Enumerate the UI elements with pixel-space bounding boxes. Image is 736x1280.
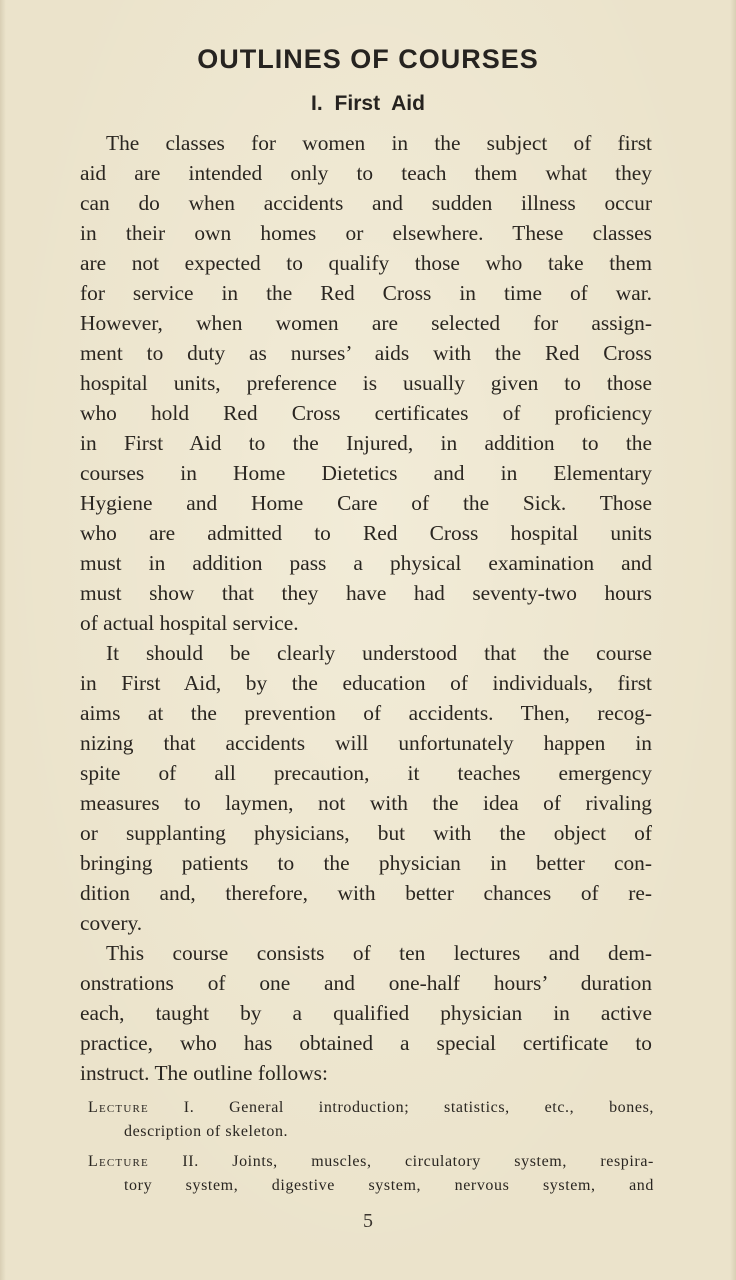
page-number: 5 [363,1210,373,1232]
text-line: who hold Red Cross certificates of proficiency [80,401,652,425]
lecture-entry [88,1096,654,1144]
text-line: can do when accidents and sudden illness occur [80,191,652,215]
text-line: must show that they have had seventy-two hours [80,581,652,605]
text-line: covery. [80,911,143,935]
text-line: hospital units, preference is usually given to those [80,371,652,395]
text-line: of actual hospital service. [80,611,299,635]
text-line: The classes for women in the subject of first [106,131,652,155]
text-line: ment to duty as nurses’ aids with the Red Cross [80,341,652,365]
lecture-label: Lecture [88,1099,149,1116]
text-line: practice, who has obtained a special certificate to [80,1031,652,1055]
text-line: measures to laymen, not with the idea of rivaling [80,791,652,815]
text-line: or supplanting physicians, but with the object of [80,821,652,845]
text-line: It should be clearly understood that the course [106,641,652,665]
page-edge-right [730,0,736,1280]
text-line: aid are intended only to teach them what they [80,161,652,185]
text-line: aims at the prevention of accidents. Then, recog- [80,701,652,725]
text-line: spite of all precaution, it teaches emergency [80,761,652,785]
text-line: in First Aid, by the education of individuals, first [80,671,652,695]
text-line: who are admitted to Red Cross hospital units [80,521,652,545]
text-line: instruct. The outline follows: [80,1061,328,1085]
text-line: onstrations of one and one-half hours’ duration [80,971,652,995]
page-heading: OUTLINES OF COURSES [197,44,539,74]
lecture-text: I. General introduction; statistics, etc., bones, [183,1099,654,1116]
text-line: This course consists of ten lectures and dem- [106,941,652,965]
lecture-entry [88,1150,654,1198]
section-title: I. First Aid [311,92,425,115]
lecture-continuation: tory system, digestive system, nervous system, and [124,1177,654,1194]
text-line: each, taught by a qualified physician in active [80,1001,652,1025]
text-line: Hygiene and Home Care of the Sick. Those [80,491,652,515]
text-line: courses in Home Dietetics and in Elementary [80,461,652,485]
lecture-line [88,1096,654,1120]
text-line: for service in the Red Cross in time of war. [80,281,652,305]
text-line: However, when women are selected for assign- [80,311,652,335]
text-line: nizing that accidents will unfortunately happen in [80,731,652,755]
lecture-outline [88,1096,654,1204]
lecture-text: II. Joints, muscles, circulatory system, respira- [182,1153,654,1170]
text-line: in their own homes or elsewhere. These classes [80,221,652,245]
text-line: dition and, therefore, with better chances of re- [80,881,652,905]
text-line: must in addition pass a physical examination and [80,551,652,575]
lecture-line [88,1150,654,1174]
body-text [80,128,652,1088]
lecture-label: Lecture [88,1153,149,1170]
text-line: in First Aid to the Injured, in addition to the [80,431,652,455]
text-line: bringing patients to the physician in better con- [80,851,652,875]
page-edge-left [0,0,6,1280]
text-line: are not expected to qualify those who take them [80,251,652,275]
lecture-continuation: description of skeleton. [124,1123,289,1140]
